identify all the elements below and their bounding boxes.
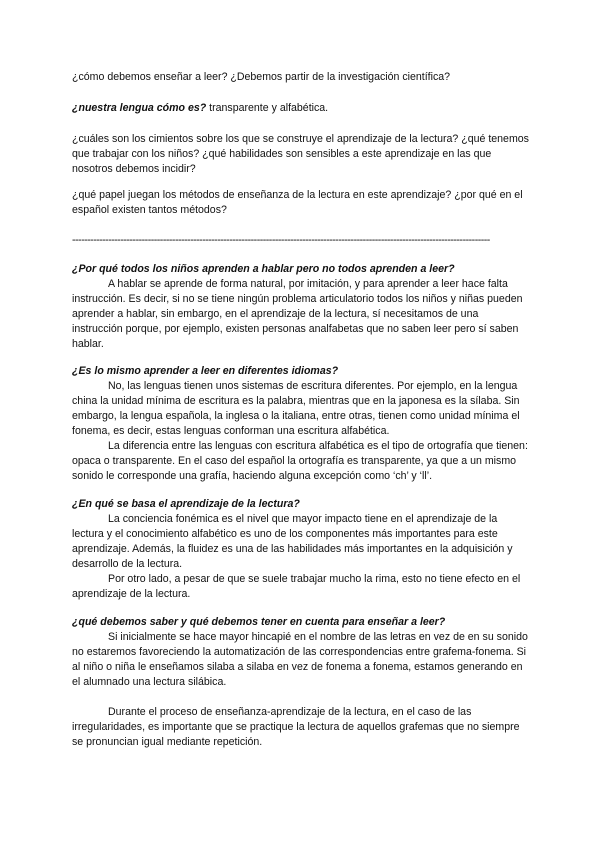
section-1: [72, 262, 530, 352]
intro-question-2-text: [72, 101, 530, 116]
intro-question-1: [72, 70, 530, 85]
section-4-paragraph-2: Durante el proceso de enseñanza-aprendizaje de la lectura, en el caso de las irregularidades, es importante que se practique la lectura de aquellos grafemas que no siempre se pronuncian igual mediante repetición.: [72, 706, 520, 748]
section-3-paragraph-1: La conciencia fonémica es el nivel que mayor impacto tiene en el aprendizaje de la lectura y el conocimiento alfabético es uno de los componentes más importantes para este aprendizaje. Además, la fluidez es una de las habilidades más importantes en la adquisición y desarrollo de la lectura.: [72, 513, 513, 570]
intro-question-4-text: ¿qué papel juegan los métodos de enseñanza de la lectura en este aprendizaje? ¿por qué en el español existen tantos métodos?: [72, 189, 523, 216]
intro-question-4: [72, 188, 530, 218]
intro-question-2-bold: ¿nuestra lengua cómo es?: [72, 102, 207, 114]
section-2-paragraph-2: La diferencia entre las lenguas con escritura alfabética es el tipo de ortografía que tienen: opaca o transparente. En el caso del español la ortografía es transparente, ya que a un mismo sonido le corresponde una grafía, haciendo alguna excepción como ‘ch’ y ‘ll’.: [72, 440, 528, 482]
section-1-paragraph-1: A hablar se aprende de forma natural, por imitación, y para aprender a leer hace falta instrucción. Es decir, si no se tiene ningún problema articulatorio todos los niños y niñas pueden aprender a hablar, sin embargo, en el aprendizaje de la lectura, sí necesitamos de una instrucción porque, por ejemplo, existen personas analfabetas que no saben leer pero sí saben hablar.: [72, 278, 523, 350]
section-1-heading: ¿Por qué todos los niños aprenden a hablar pero no todos aprenden a leer?: [72, 263, 455, 275]
section-3-paragraph-2: Por otro lado, a pesar de que se suele trabajar mucho la rima, esto no tiene efecto en el aprendizaje de la lectura.: [72, 573, 521, 600]
section-3: [72, 497, 530, 602]
section-4: [72, 615, 530, 750]
section-2-heading: ¿Es lo mismo aprender a leer en diferentes idiomas?: [72, 365, 339, 377]
section-4-heading: ¿qué debemos saber y qué debemos tener en cuenta para enseñar a leer?: [72, 616, 446, 628]
section-3-heading: ¿En qué se basa el aprendizaje de la lectura?: [72, 498, 300, 510]
intro-question-3: [72, 132, 530, 177]
section-2-paragraph-1: No, las lenguas tienen unos sistemas de escritura diferentes. Por ejemplo, en la lengua china la unidad mínima de escritura es la palabra, mientras que en la japonesa es la sílaba. Sin embargo, la lengua española, la inglesa o la italiana, entre otras, tienen como unidad mínima el fonema, es decir, estas lenguas conforman una escritura alfabética.: [72, 380, 520, 437]
intro-question-3-text: ¿cuáles son los cimientos sobre los que se construye el aprendizaje de la lectura? ¿qué tenemos que trabajar con los niños? ¿qué habilidades son sensibles a este aprendizaje en las que nosotros debemos incidir?: [72, 133, 529, 175]
section-2: [72, 364, 530, 484]
intro-question-2: [72, 101, 530, 116]
intro-question-2-rest: transparente y alfabética.: [206, 102, 329, 114]
intro-question-1-text: ¿cómo debemos enseñar a leer? ¿Debemos partir de la investigación científica?: [72, 71, 451, 83]
separator-line: ------------------------------------------------------------------------------------------------------------------------------------------: [72, 234, 490, 246]
section-4-paragraph-1: Si inicialmente se hace mayor hincapié en el nombre de las letras en vez de en su sonido no estaremos favoreciendo la automatización de las correspondencias entre grafema-fonema. Si al niño o niña le enseñamos silaba a silaba en vez de fonema a fonema, estamos generando en el alumnado una lectura silábica.: [72, 631, 528, 688]
